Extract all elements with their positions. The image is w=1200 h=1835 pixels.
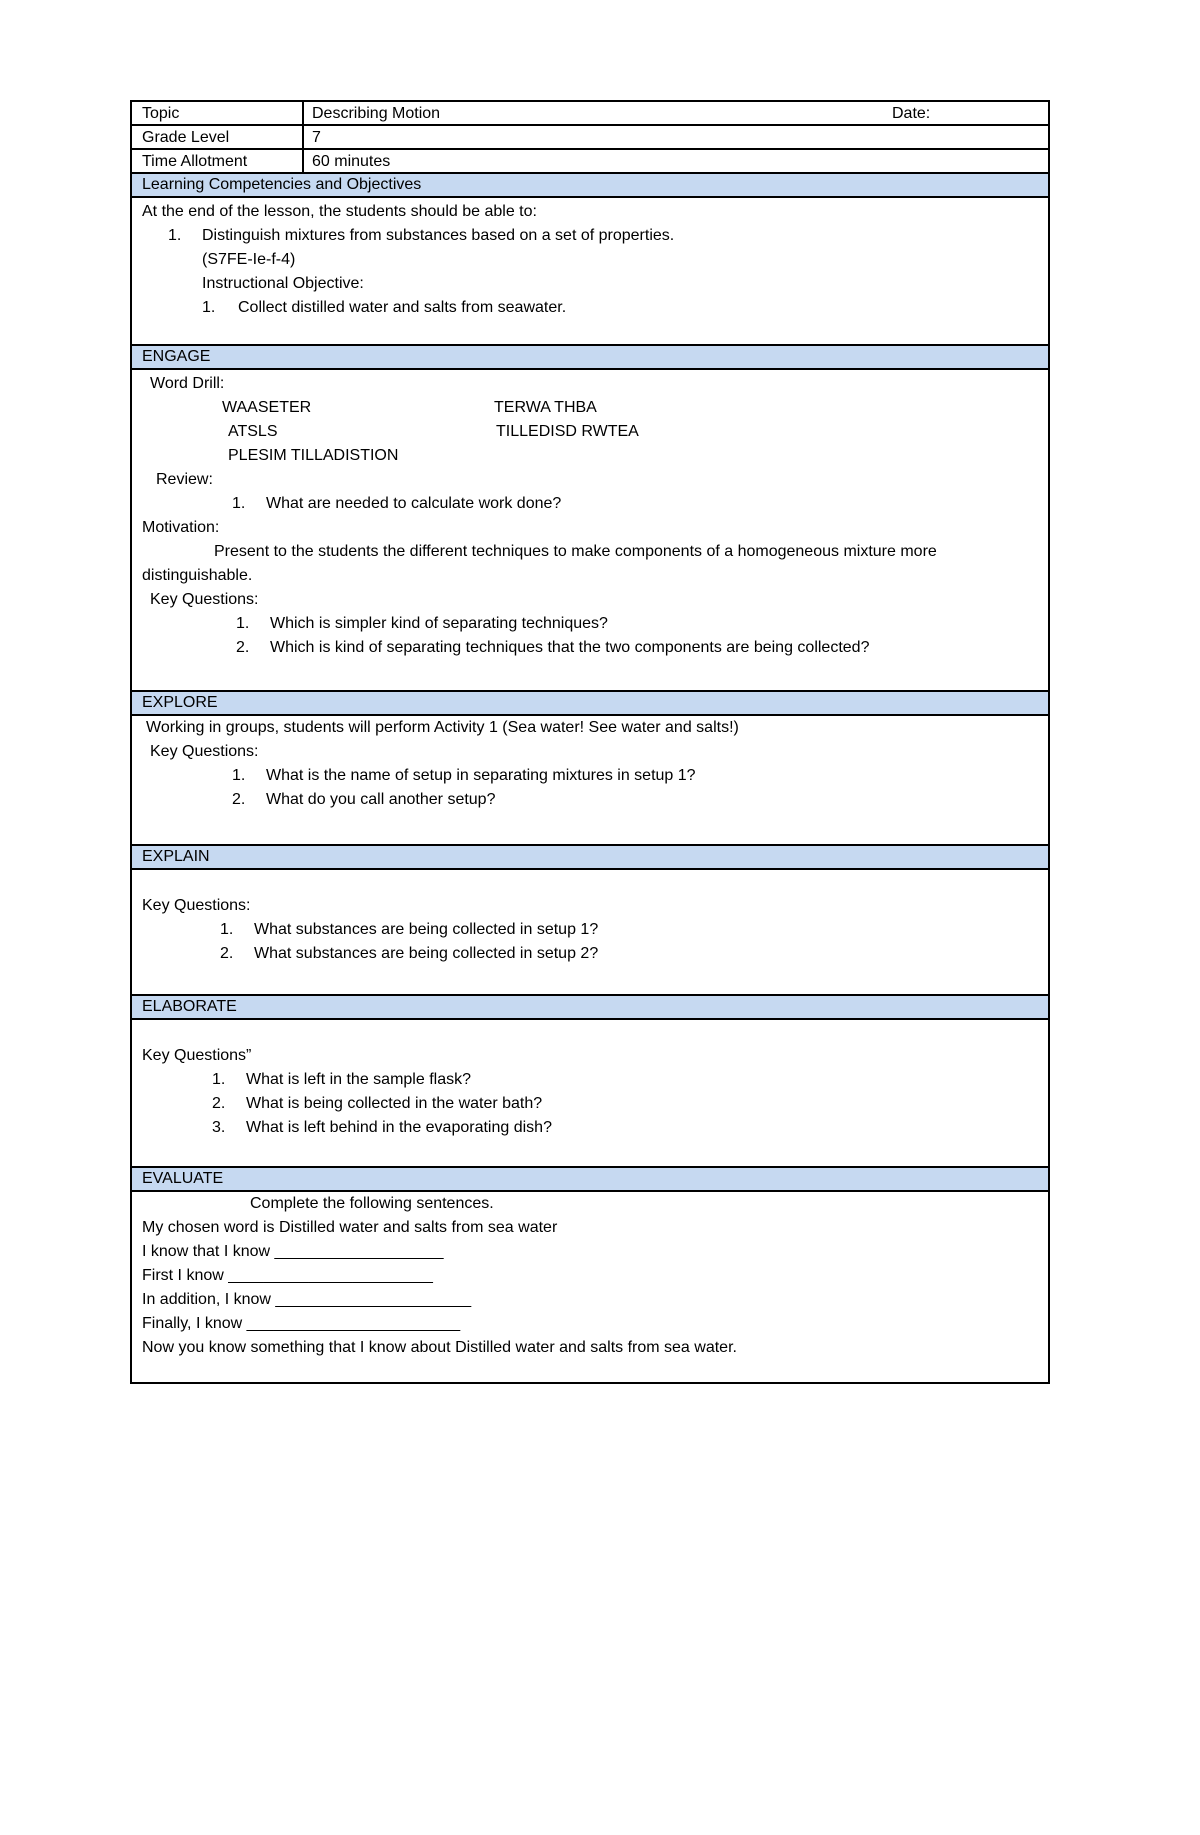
explain-heading: EXPLAIN [142,848,210,865]
key-questions-label: Key Questions: [150,743,259,760]
evaluate-line: Finally, I know ________________________ [142,1315,461,1332]
instructional-objective-label: Instructional Objective: [202,275,364,292]
elaborate-heading-bar [130,994,1050,1020]
question-text: What is the name of setup in separating mixtures in setup 1? [266,767,696,784]
explain-section [130,870,1050,994]
key-questions-label: Key Questions” [142,1047,252,1064]
review-label: Review: [156,471,213,488]
evaluate-heading: EVALUATE [142,1170,224,1187]
topic-label: Topic [142,105,180,122]
topic-row [130,100,1050,126]
key-questions-label: Key Questions: [150,591,259,608]
objectives-section [130,198,1050,344]
evaluate-line: Now you know something that I know about Distilled water and salts from sea water. [142,1339,737,1356]
question-number: 2. [212,1095,226,1112]
question-text: Which is kind of separating techniques that the two components are being collected? [270,639,870,656]
objective-number: 1. [168,227,182,244]
evaluate-line: First I know _______________________ [142,1267,433,1284]
engage-heading: ENGAGE [142,348,211,365]
question-number: 2. [220,945,234,962]
explore-section [130,716,1050,844]
motivation-text: Present to the students the different techniques to make components of a homogeneous mixture more [214,543,937,560]
grade-value: 7 [312,129,321,146]
question-number: 1. [220,921,234,938]
review-number: 1. [232,495,246,512]
question-text: What is being collected in the water bath? [246,1095,543,1112]
drill-word: TILLEDISD RWTEA [496,423,639,440]
motivation-label: Motivation: [142,519,220,536]
explore-heading: EXPLORE [142,694,218,711]
time-row [130,148,1050,174]
topic-value: Describing Motion [312,105,441,122]
question-text: Which is simpler kind of separating techniques? [270,615,608,632]
question-number: 1. [232,767,246,784]
objectives-intro: At the end of the lesson, the students should be able to: [142,203,537,220]
explore-intro: Working in groups, students will perform Activity 1 (Sea water! See water and salts!) [146,719,739,736]
competency-code: (S7FE-Ie-f-4) [202,251,296,268]
evaluate-section [130,1192,1050,1384]
evaluate-line: I know that I know ___________________ [142,1243,444,1260]
question-text: What is left behind in the evaporating dish? [246,1119,552,1136]
question-text: What do you call another setup? [266,791,496,808]
evaluate-heading-bar [130,1166,1050,1192]
time-label: Time Allotment [142,153,248,170]
evaluate-line: In addition, I know ______________________ [142,1291,472,1308]
explain-heading-bar [130,844,1050,870]
date-label: Date: [892,105,931,122]
question-number: 2. [232,791,246,808]
grade-label: Grade Level [142,129,230,146]
motivation-text-cont: distinguishable. [142,567,253,584]
evaluate-instruction: Complete the following sentences. [250,1195,494,1212]
question-number: 3. [212,1119,226,1136]
question-text: What substances are being collected in setup 2? [254,945,599,962]
drill-word: WAASETER [222,399,312,416]
objectives-heading-bar [130,172,1050,198]
question-number: 1. [236,615,250,632]
grade-row [130,124,1050,150]
objectives-heading: Learning Competencies and Objectives [142,176,422,193]
column-divider [302,150,304,172]
drill-word: ATSLS [228,423,278,440]
objective-text: Distinguish mixtures from substances based on a set of properties. [202,227,675,244]
word-drill-label: Word Drill: [150,375,225,392]
column-divider [302,102,304,124]
question-text: What substances are being collected in setup 1? [254,921,599,938]
question-number: 1. [212,1071,226,1088]
evaluate-line: My chosen word is Distilled water and salts from sea water [142,1219,558,1236]
explore-heading-bar [130,690,1050,716]
question-text: What is left in the sample flask? [246,1071,471,1088]
engage-heading-bar [130,344,1050,370]
instructional-objective-text: Collect distilled water and salts from seawater. [238,299,567,316]
time-value: 60 minutes [312,153,391,170]
elaborate-heading: ELABORATE [142,998,237,1015]
drill-word: TERWA THBA [494,399,597,416]
elaborate-section [130,1020,1050,1166]
column-divider [302,126,304,148]
key-questions-label: Key Questions: [142,897,251,914]
drill-word: PLESIM TILLADISTION [228,447,399,464]
instructional-objective-number: 1. [202,299,216,316]
question-number: 2. [236,639,250,656]
review-question: What are needed to calculate work done? [266,495,562,512]
engage-section [130,370,1050,690]
